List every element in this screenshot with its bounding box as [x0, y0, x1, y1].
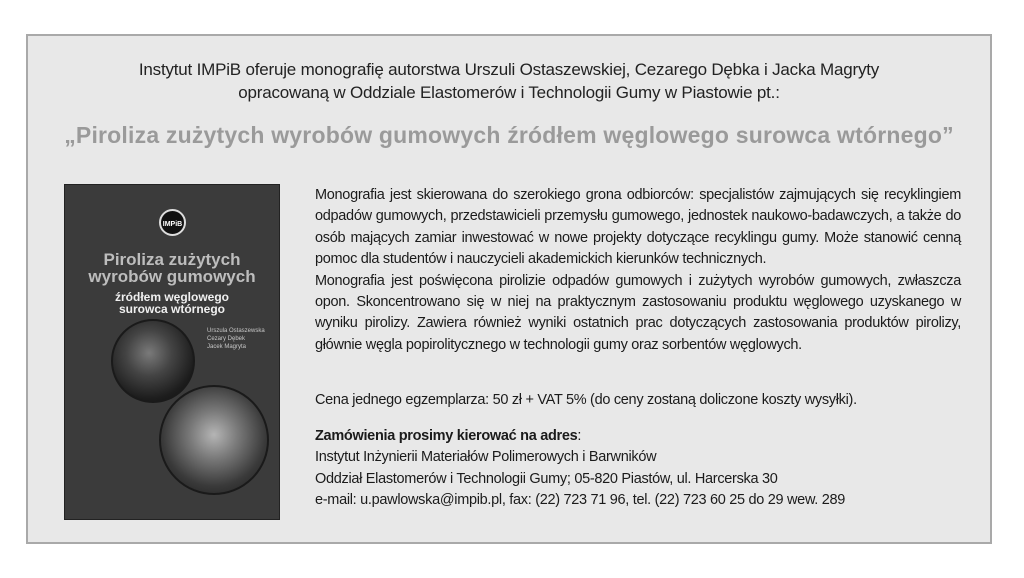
description — [315, 185, 961, 356]
order-address-line-1: Instytut Inżynierii Materiałów Polimerowych i Barwników — [315, 449, 657, 466]
book-title: „Piroliza zużytych wyrobów gumowych źródłem węglowego surowca wtórnego” — [64, 122, 954, 148]
cover-author: Jacek Magryta — [207, 344, 247, 350]
order-address-line-2: Oddział Elastomerów i Technologii Gumy; 05-820 Piastów, ul. Harcerska 30 — [315, 470, 778, 487]
cover-title-line-2: wyrobów gumowych — [88, 267, 256, 286]
cover-title — [65, 251, 279, 285]
cover-subtitle-line-1: źródłem węglowego — [114, 290, 229, 304]
order-heading: Zamówienia prosimy kierować na adres — [315, 428, 578, 444]
cover-title-line-1: Piroliza zużytych — [103, 250, 241, 269]
description-paragraph-1: Monografia jest skierowana do szerokiego grona odbiorców: specjalistów zajmujących się recyklingiem odpadów gumowych, przedstawicieli przemysłu gumowego, jednostek naukowo-badawczych, a także do osób mających zamiar inwestować w nowe projekty dotyczące recyklingu gumy. Może stanowić cenną pomoc dla studentów i nauczycieli akademickich kierunków technicznych. — [315, 187, 961, 268]
intro-text — [28, 58, 990, 104]
cover-subtitle-line-2: surowca wtórnego — [118, 302, 225, 316]
cover-plant-photo — [159, 385, 269, 495]
description-paragraph-2: Monografia jest poświęcona pirolizie odpadów gumowych i zużytych wyrobów gumowych, zwłaszcza opon. Skoncentrowano się w niej na praktycznym zastosowaniu produktu węglowego uzyskanego w wyniku pirolizy. Zawiera również wyniki ostatnich prac dotyczących zastosowania produktów pirolizy, głównie węgla popirolitycznego w technologii gumy oraz sorbentów węglowych. — [315, 272, 961, 353]
advertisement-panel — [26, 34, 992, 544]
cover-author: Urszula Ostaszewska — [207, 328, 265, 334]
book-cover-image — [64, 184, 280, 520]
cover-subtitle — [65, 291, 279, 315]
cover-logo: IMPiB — [159, 209, 186, 236]
order-heading-colon: : — [577, 428, 582, 444]
order-heading-row — [315, 426, 845, 447]
order-contact-line: e-mail: u.pawlowska@impib.pl, fax: (22) 723 71 96, tel. (22) 723 60 25 do 29 wew. 289 — [315, 492, 846, 509]
price-text: Cena jednego egzemplarza: 50 zł + VAT 5% (do ceny zostaną doliczone koszty wysyłki). — [315, 392, 857, 408]
cover-tyres-photo — [111, 319, 195, 403]
intro-line-2: opracowaną w Oddziale Elastomerów i Technologii Gumy w Piastowie pt.: — [238, 83, 780, 102]
cover-authors — [207, 327, 279, 351]
cover-author: Cezary Dębek — [207, 336, 246, 342]
order-info — [315, 426, 845, 512]
intro-line-1: Instytut IMPiB oferuje monografię autorstwa Urszuli Ostaszewskiej, Cezarego Dębka i Jacka Magryty — [138, 60, 880, 79]
